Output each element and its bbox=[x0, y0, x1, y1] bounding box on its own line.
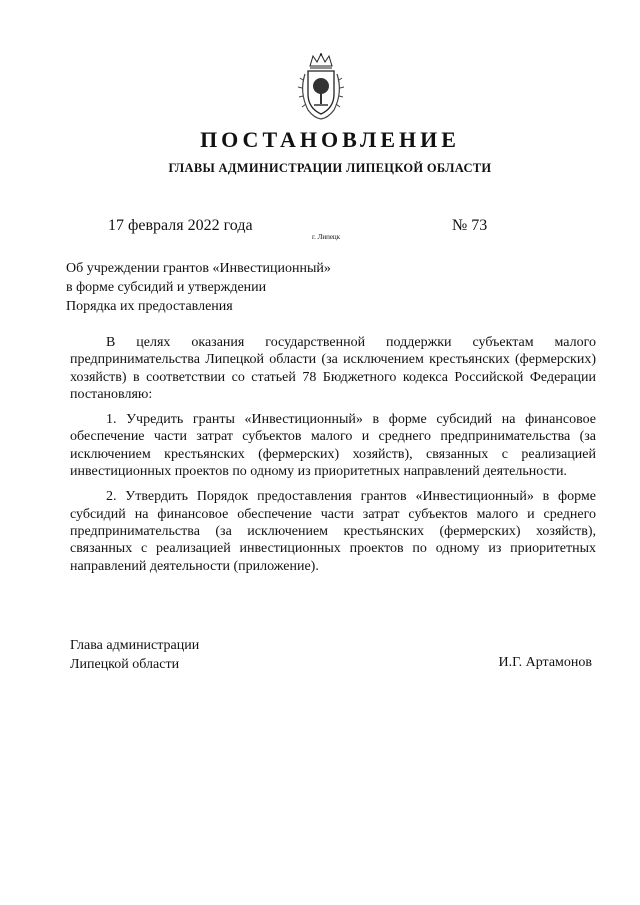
subject-line: в форме субсидий и утверждении bbox=[66, 280, 267, 295]
document-city: г. Липецк bbox=[312, 233, 341, 241]
document-number: № 73 bbox=[452, 217, 488, 234]
body-paragraph-item-2: 2. Утвердить Порядок предоставления грантов «Инвестиционный» в форме субсидий на финансовое обеспечение части затрат субъектов малого и среднего предпринимательства (за исключением крестьянских (фермерских) хозяйств), связанных с реализацией инвестиционных проектов по одному из приоритетных направлений деятельности (приложение). bbox=[70, 489, 596, 574]
body-paragraph-item-1: 1. Учредить гранты «Инвестиционный» в форме субсидий на финансовое обеспечение части затрат субъектов малого и среднего предпринимательства (за исключением крестьянских (фермерских) хозяйств), связанных с реализацией инвестиционных проектов по одному из приоритетных направлений деятельности. bbox=[70, 412, 596, 480]
subject-line: Об учреждении грантов «Инвестиционный» bbox=[66, 261, 331, 276]
document-title: ПОСТАНОВЛЕНИЕ bbox=[200, 127, 460, 152]
body-paragraph-preamble: В целях оказания государственной поддержки субъектам малого предпринимательства Липецкой области (за исключением крестьянских (фермерских) хозяйств) в соответствии со статьей 78 Бюджетного кодекса Российской Федерации постановляю: bbox=[70, 335, 596, 402]
lipetsk-coat-of-arms-icon bbox=[296, 52, 346, 122]
signer-position-line: Липецкой области bbox=[70, 657, 180, 672]
document-date: 17 февраля 2022 года bbox=[108, 217, 253, 234]
signer-name: И.Г. Артамонов bbox=[498, 655, 592, 670]
document-body bbox=[70, 334, 596, 583]
subject-line: Порядка их предоставления bbox=[66, 299, 233, 314]
document-subject bbox=[66, 259, 331, 316]
signer-position-line: Глава администрации bbox=[70, 638, 200, 653]
signer-position bbox=[70, 636, 199, 674]
issuing-authority: ГЛАВЫ АДМИНИСТРАЦИИ ЛИПЕЦКОЙ ОБЛАСТИ bbox=[168, 161, 492, 175]
